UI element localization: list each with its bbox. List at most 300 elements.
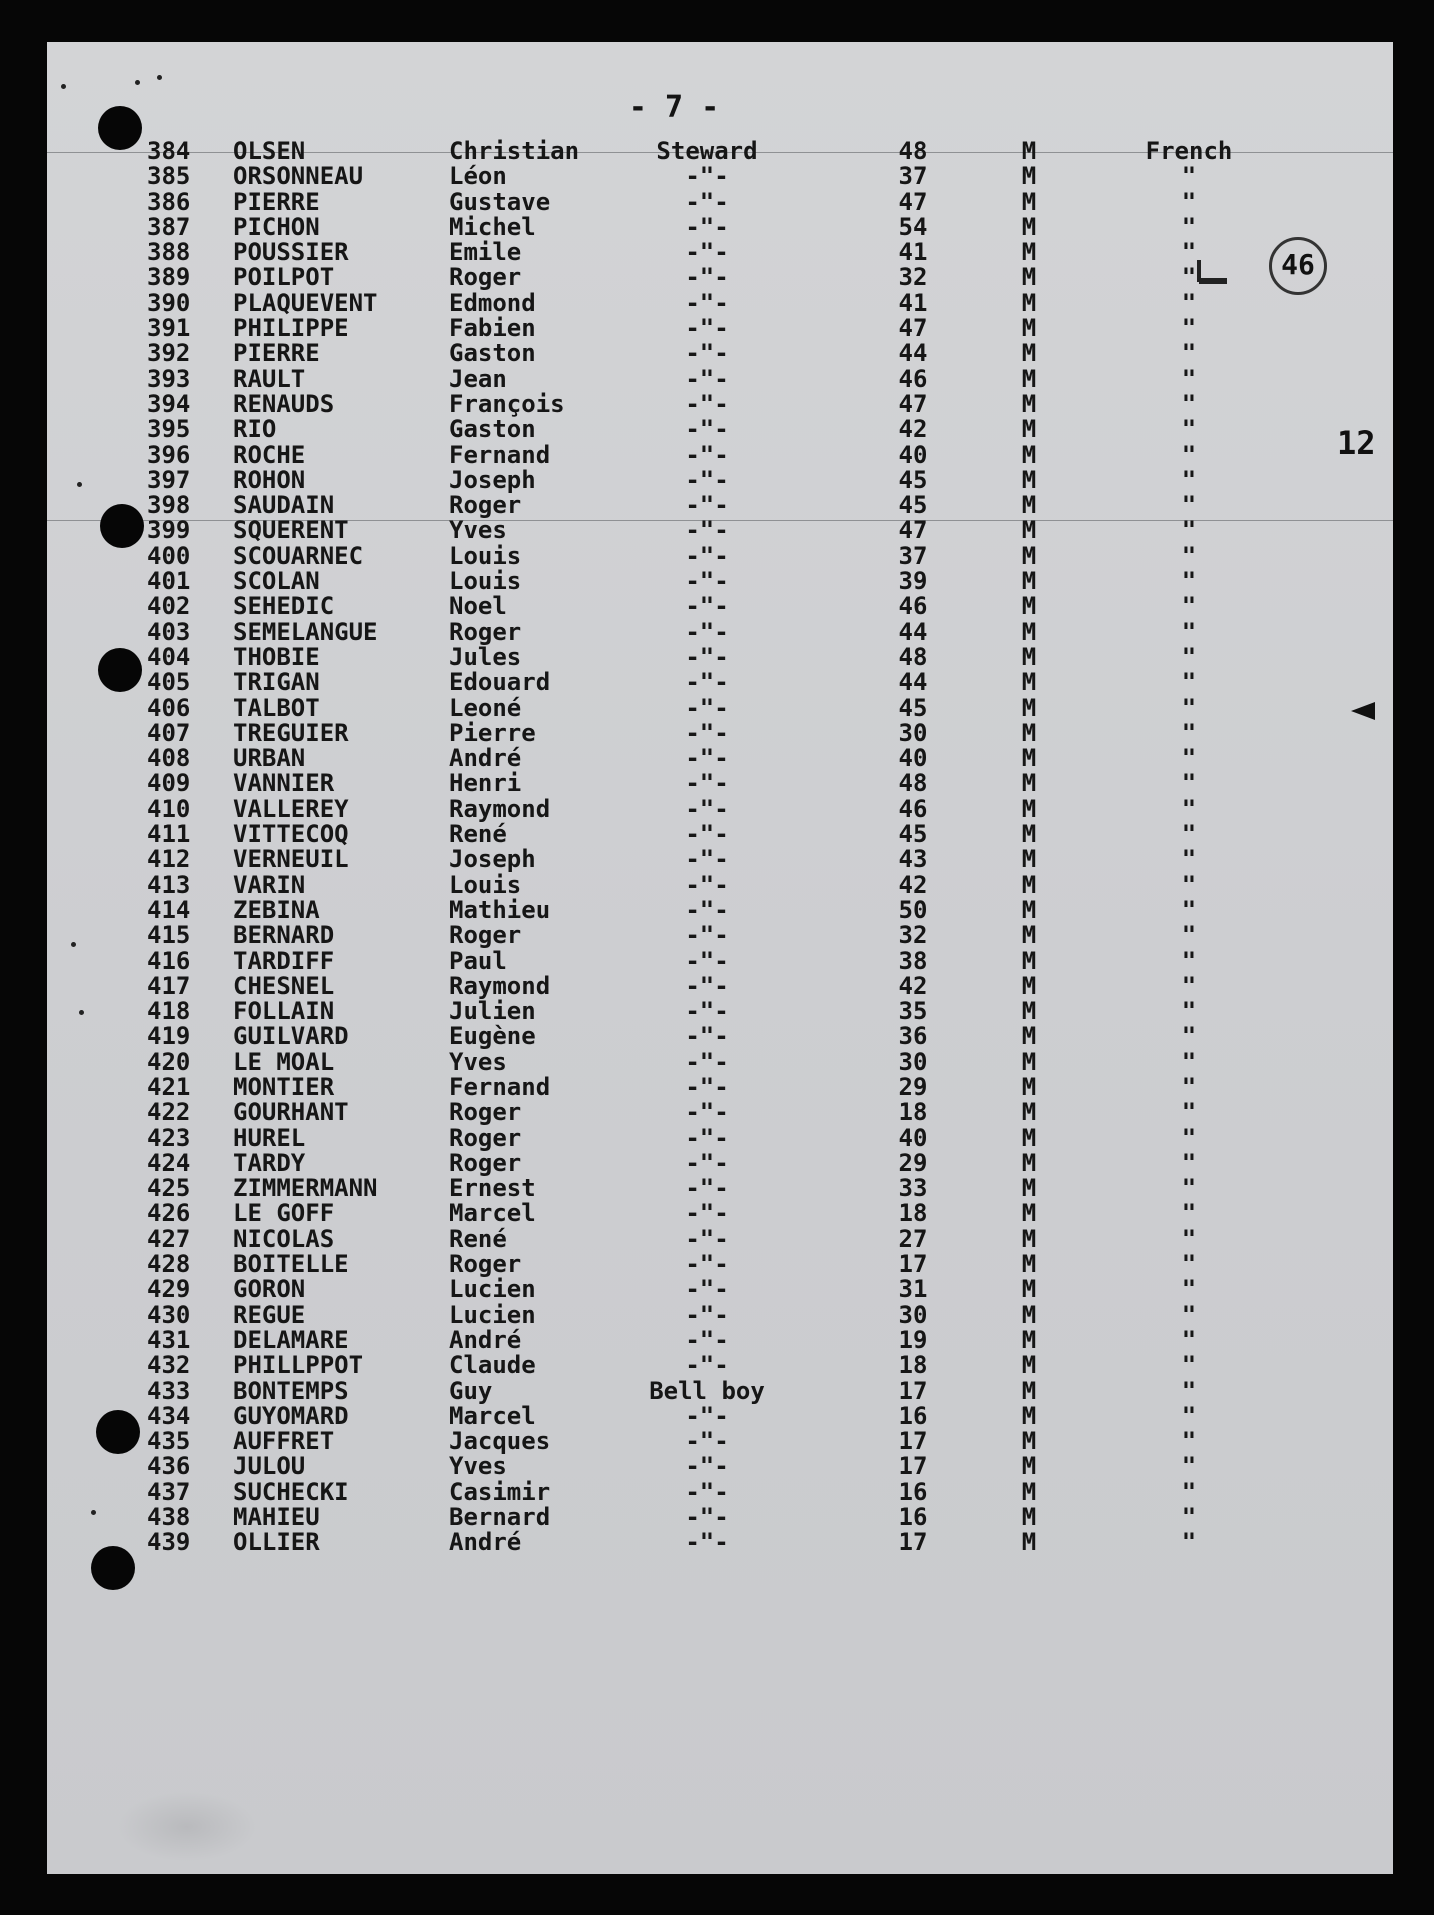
occupation: -"- bbox=[685, 187, 729, 216]
age: 37 bbox=[898, 162, 928, 191]
sex: M bbox=[1021, 1401, 1037, 1430]
first-name: Casimir bbox=[449, 1477, 551, 1506]
nationality: " bbox=[1181, 870, 1197, 899]
occupation: -"- bbox=[685, 1224, 729, 1253]
sex: M bbox=[1021, 415, 1037, 444]
first-name: Leoné bbox=[449, 693, 522, 722]
sex: M bbox=[1021, 1072, 1037, 1101]
first-name: Eugène bbox=[449, 1022, 536, 1051]
occupation: -"- bbox=[685, 1325, 729, 1354]
surname: DELAMARE bbox=[233, 1325, 349, 1354]
row-number: 423 bbox=[147, 1123, 191, 1152]
row-number: 436 bbox=[147, 1452, 191, 1481]
age: 31 bbox=[898, 1275, 928, 1304]
list-row bbox=[47, 417, 1393, 442]
sex: M bbox=[1021, 997, 1037, 1026]
list-row bbox=[47, 1376, 1393, 1405]
sex: M bbox=[1021, 263, 1037, 292]
sex: M bbox=[1021, 1503, 1037, 1532]
margin-arrow-mark bbox=[1351, 702, 1375, 720]
row-number: 414 bbox=[147, 895, 191, 924]
list-row bbox=[47, 847, 1393, 872]
age: 45 bbox=[898, 820, 928, 849]
surname: MAHIEU bbox=[233, 1503, 320, 1532]
first-name: Michel bbox=[449, 212, 536, 241]
first-name: François bbox=[449, 389, 565, 418]
nationality: " bbox=[1181, 1477, 1197, 1506]
age: 40 bbox=[898, 1123, 928, 1152]
occupation: -"- bbox=[685, 440, 729, 469]
surname: JULOU bbox=[233, 1452, 306, 1481]
first-name: Roger bbox=[449, 1148, 522, 1177]
page-number: - 7 - bbox=[628, 90, 720, 125]
list-row bbox=[47, 212, 1393, 241]
age: 19 bbox=[898, 1325, 928, 1354]
sex: M bbox=[1021, 162, 1037, 191]
surname: POUSSIER bbox=[233, 238, 349, 267]
sex: M bbox=[1021, 1325, 1037, 1354]
age: 16 bbox=[898, 1503, 928, 1532]
nationality: " bbox=[1181, 617, 1197, 646]
first-name: Joseph bbox=[449, 845, 536, 874]
nationality: " bbox=[1181, 642, 1197, 671]
first-name: Marcel bbox=[449, 1401, 536, 1430]
list-row bbox=[47, 1123, 1393, 1152]
sex: M bbox=[1021, 1427, 1037, 1456]
sex: M bbox=[1021, 794, 1037, 823]
occupation: -"- bbox=[685, 541, 729, 570]
surname: LE GOFF bbox=[233, 1199, 335, 1228]
list-row bbox=[47, 670, 1393, 695]
list-row bbox=[47, 1047, 1393, 1076]
nationality: " bbox=[1181, 440, 1197, 469]
age: 42 bbox=[898, 415, 928, 444]
row-number: 384 bbox=[147, 137, 191, 165]
sex: M bbox=[1021, 946, 1037, 975]
surname: BONTEMPS bbox=[233, 1376, 349, 1405]
occupation: -"- bbox=[685, 516, 729, 545]
first-name: Yves bbox=[449, 516, 507, 545]
occupation: -"- bbox=[685, 1148, 729, 1177]
list-row bbox=[47, 1454, 1393, 1479]
pencil-mark bbox=[1199, 278, 1227, 284]
occupation: -"- bbox=[685, 162, 729, 191]
surname: REGUE bbox=[233, 1300, 306, 1329]
occupation: -"- bbox=[685, 1174, 729, 1203]
surname: ROCHE bbox=[233, 440, 306, 469]
document-page bbox=[47, 42, 1393, 1874]
age: 46 bbox=[898, 364, 928, 393]
surname: CHESNEL bbox=[233, 971, 335, 1000]
list-row bbox=[47, 1505, 1393, 1530]
list-row bbox=[47, 265, 1393, 290]
sex: M bbox=[1021, 1022, 1037, 1051]
list-row bbox=[47, 1024, 1393, 1049]
occupation: -"- bbox=[685, 238, 729, 267]
first-name: Roger bbox=[449, 1250, 522, 1279]
first-name: André bbox=[449, 1528, 522, 1557]
age: 36 bbox=[898, 1022, 928, 1051]
nationality: " bbox=[1181, 668, 1197, 697]
row-number: 420 bbox=[147, 1047, 191, 1076]
row-number: 425 bbox=[147, 1174, 191, 1203]
nationality: " bbox=[1181, 1098, 1197, 1127]
nationality: " bbox=[1181, 1123, 1197, 1152]
row-number: 405 bbox=[147, 668, 191, 697]
sex: M bbox=[1021, 1452, 1037, 1481]
surname: LE MOAL bbox=[233, 1047, 335, 1076]
sex: M bbox=[1021, 668, 1037, 697]
list-row bbox=[47, 1072, 1393, 1101]
surname: PIERRE bbox=[233, 339, 320, 368]
surname: SQUERENT bbox=[233, 516, 349, 545]
surname: GORON bbox=[233, 1275, 306, 1304]
list-row bbox=[47, 240, 1393, 265]
first-name: Lucien bbox=[449, 1275, 536, 1304]
ink-speck bbox=[61, 84, 66, 89]
first-name: Pierre bbox=[449, 718, 536, 747]
first-name: Roger bbox=[449, 263, 522, 292]
occupation: -"- bbox=[685, 339, 729, 368]
first-name: Roger bbox=[449, 491, 522, 520]
age: 48 bbox=[898, 769, 928, 798]
nationality: French bbox=[1145, 137, 1233, 165]
sex: M bbox=[1021, 1148, 1037, 1177]
first-name: René bbox=[449, 1224, 507, 1253]
nationality: " bbox=[1181, 1072, 1197, 1101]
first-name: Claude bbox=[449, 1351, 536, 1380]
list-row bbox=[47, 794, 1393, 823]
list-row bbox=[47, 1224, 1393, 1253]
occupation: -"- bbox=[685, 971, 729, 1000]
sex: M bbox=[1021, 1174, 1037, 1203]
first-name: Ernest bbox=[449, 1174, 536, 1203]
nationality: " bbox=[1181, 769, 1197, 798]
age: 45 bbox=[898, 491, 928, 520]
occupation: -"- bbox=[685, 617, 729, 646]
surname: VALLEREY bbox=[233, 794, 349, 823]
first-name: Raymond bbox=[449, 971, 551, 1000]
list-row bbox=[47, 1530, 1393, 1555]
list-row bbox=[47, 139, 1393, 164]
row-number: 404 bbox=[147, 642, 191, 671]
list-row bbox=[47, 518, 1393, 543]
row-number: 400 bbox=[147, 541, 191, 570]
row-number: 421 bbox=[147, 1072, 191, 1101]
list-row bbox=[47, 1277, 1393, 1302]
stamp-number: 46 bbox=[1281, 248, 1315, 281]
sex: M bbox=[1021, 212, 1037, 241]
sex: M bbox=[1021, 1250, 1037, 1279]
nationality: " bbox=[1181, 541, 1197, 570]
first-name: Jean bbox=[449, 364, 507, 393]
sex: M bbox=[1021, 364, 1037, 393]
surname: SAUDAIN bbox=[233, 491, 335, 520]
sex: M bbox=[1021, 541, 1037, 570]
age: 32 bbox=[898, 921, 928, 950]
row-number: 385 bbox=[147, 162, 191, 191]
nationality: " bbox=[1181, 1376, 1197, 1405]
sex: M bbox=[1021, 820, 1037, 849]
surname: SCOUARNEC bbox=[233, 541, 364, 570]
occupation: -"- bbox=[685, 895, 729, 924]
first-name: René bbox=[449, 820, 507, 849]
list-row bbox=[47, 1477, 1393, 1506]
nationality: " bbox=[1181, 238, 1197, 267]
sex: M bbox=[1021, 921, 1037, 950]
age: 17 bbox=[898, 1452, 928, 1481]
nationality: " bbox=[1181, 389, 1197, 418]
nationality: " bbox=[1181, 1199, 1197, 1228]
row-number: 430 bbox=[147, 1300, 191, 1329]
sex: M bbox=[1021, 769, 1037, 798]
age: 48 bbox=[898, 137, 928, 165]
row-number: 432 bbox=[147, 1351, 191, 1380]
age: 39 bbox=[898, 567, 928, 596]
first-name: Edmond bbox=[449, 288, 536, 317]
nationality: " bbox=[1181, 567, 1197, 596]
age: 40 bbox=[898, 744, 928, 773]
surname: POILPOT bbox=[233, 263, 335, 292]
nationality: " bbox=[1181, 1325, 1197, 1354]
row-number: 438 bbox=[147, 1503, 191, 1532]
first-name: Gaston bbox=[449, 415, 536, 444]
occupation: -"- bbox=[685, 693, 729, 722]
age: 17 bbox=[898, 1528, 928, 1557]
nationality: " bbox=[1181, 1275, 1197, 1304]
sex: M bbox=[1021, 314, 1037, 343]
occupation: -"- bbox=[685, 1300, 729, 1329]
row-number: 390 bbox=[147, 288, 191, 317]
row-number: 388 bbox=[147, 238, 191, 267]
row-number: 408 bbox=[147, 744, 191, 773]
first-name: Guy bbox=[449, 1376, 493, 1405]
occupation: -"- bbox=[685, 1401, 729, 1430]
first-name: Paul bbox=[449, 946, 507, 975]
surname: HUREL bbox=[233, 1123, 306, 1152]
age: 17 bbox=[898, 1250, 928, 1279]
age: 50 bbox=[898, 895, 928, 924]
age: 41 bbox=[898, 288, 928, 317]
age: 30 bbox=[898, 1300, 928, 1329]
first-name: Joseph bbox=[449, 465, 536, 494]
row-number: 410 bbox=[147, 794, 191, 823]
sex: M bbox=[1021, 1376, 1037, 1405]
surname: PICHON bbox=[233, 212, 320, 241]
occupation: -"- bbox=[685, 845, 729, 874]
first-name: Roger bbox=[449, 1098, 522, 1127]
sex: M bbox=[1021, 617, 1037, 646]
first-name: Christian bbox=[449, 137, 580, 165]
age: 29 bbox=[898, 1072, 928, 1101]
first-name: Jacques bbox=[449, 1427, 551, 1456]
nationality: " bbox=[1181, 1174, 1197, 1203]
occupation: -"- bbox=[685, 1250, 729, 1279]
surname: SCOLAN bbox=[233, 567, 320, 596]
nationality: " bbox=[1181, 794, 1197, 823]
sex: M bbox=[1021, 1275, 1037, 1304]
surname: VERNEUIL bbox=[233, 845, 349, 874]
nationality: " bbox=[1181, 314, 1197, 343]
list-row bbox=[47, 971, 1393, 1000]
first-name: Marcel bbox=[449, 1199, 536, 1228]
occupation: -"- bbox=[685, 314, 729, 343]
age: 16 bbox=[898, 1477, 928, 1506]
age: 47 bbox=[898, 389, 928, 418]
page-stamp bbox=[1269, 237, 1327, 295]
list-row bbox=[47, 746, 1393, 771]
sex: M bbox=[1021, 592, 1037, 621]
occupation: -"- bbox=[685, 769, 729, 798]
age: 18 bbox=[898, 1351, 928, 1380]
row-number: 439 bbox=[147, 1528, 191, 1557]
nationality: " bbox=[1181, 1300, 1197, 1329]
row-number: 412 bbox=[147, 845, 191, 874]
first-name: Roger bbox=[449, 617, 522, 646]
surname: VITTECOQ bbox=[233, 820, 349, 849]
list-row bbox=[47, 1201, 1393, 1226]
age: 44 bbox=[898, 668, 928, 697]
surname: GOURHANT bbox=[233, 1098, 349, 1127]
surname: ORSONNEAU bbox=[233, 162, 364, 191]
nationality: " bbox=[1181, 693, 1197, 722]
sex: M bbox=[1021, 1123, 1037, 1152]
age: 48 bbox=[898, 642, 928, 671]
occupation: -"- bbox=[685, 1072, 729, 1101]
surname: TREGUIER bbox=[233, 718, 349, 747]
surname: PHILLPPOT bbox=[233, 1351, 364, 1380]
occupation: -"- bbox=[685, 921, 729, 950]
surname: TARDIFF bbox=[233, 946, 335, 975]
sex: M bbox=[1021, 870, 1037, 899]
surname: RENAUDS bbox=[233, 389, 335, 418]
age: 45 bbox=[898, 693, 928, 722]
nationality: " bbox=[1181, 921, 1197, 950]
occupation: -"- bbox=[685, 1528, 729, 1557]
first-name: Gaston bbox=[449, 339, 536, 368]
row-number: 427 bbox=[147, 1224, 191, 1253]
row-number: 437 bbox=[147, 1477, 191, 1506]
occupation: -"- bbox=[685, 1047, 729, 1076]
row-number: 409 bbox=[147, 769, 191, 798]
surname: PLAQUEVENT bbox=[233, 288, 378, 317]
surname: BERNARD bbox=[233, 921, 335, 950]
list-row bbox=[47, 164, 1393, 189]
list-row bbox=[47, 569, 1393, 594]
row-number: 387 bbox=[147, 212, 191, 241]
ink-smudge bbox=[117, 1792, 257, 1862]
age: 40 bbox=[898, 440, 928, 469]
occupation: -"- bbox=[685, 1503, 729, 1532]
sex: M bbox=[1021, 516, 1037, 545]
surname: ROHON bbox=[233, 465, 306, 494]
sex: M bbox=[1021, 339, 1037, 368]
occupation: -"- bbox=[685, 718, 729, 747]
list-row bbox=[47, 389, 1393, 418]
list-row bbox=[47, 693, 1393, 722]
surname: TRIGAN bbox=[233, 668, 320, 697]
occupation: -"- bbox=[685, 389, 729, 418]
surname: TARDY bbox=[233, 1148, 306, 1177]
row-number: 419 bbox=[147, 1022, 191, 1051]
nationality: " bbox=[1181, 1452, 1197, 1481]
nationality: " bbox=[1181, 1224, 1197, 1253]
nationality: " bbox=[1181, 971, 1197, 1000]
surname: SEHEDIC bbox=[233, 592, 335, 621]
nationality: " bbox=[1181, 1503, 1197, 1532]
list-row bbox=[47, 541, 1393, 570]
surname: GUYOMARD bbox=[233, 1401, 349, 1430]
age: 35 bbox=[898, 997, 928, 1026]
list-row bbox=[47, 999, 1393, 1024]
occupation: -"- bbox=[685, 1351, 729, 1380]
row-number: 406 bbox=[147, 693, 191, 722]
first-name: Roger bbox=[449, 921, 522, 950]
list-row bbox=[47, 1176, 1393, 1201]
row-number: 413 bbox=[147, 870, 191, 899]
occupation: -"- bbox=[685, 1123, 729, 1152]
list-row bbox=[47, 923, 1393, 948]
occupation: -"- bbox=[685, 668, 729, 697]
list-row bbox=[47, 1401, 1393, 1430]
row-number: 402 bbox=[147, 592, 191, 621]
list-row bbox=[47, 187, 1393, 216]
row-number: 428 bbox=[147, 1250, 191, 1279]
age: 33 bbox=[898, 1174, 928, 1203]
occupation: -"- bbox=[685, 415, 729, 444]
first-name: Edouard bbox=[449, 668, 551, 697]
surname: MONTIER bbox=[233, 1072, 335, 1101]
age: 27 bbox=[898, 1224, 928, 1253]
sex: M bbox=[1021, 465, 1037, 494]
occupation: -"- bbox=[685, 212, 729, 241]
first-name: Fabien bbox=[449, 314, 536, 343]
list-row bbox=[47, 364, 1393, 393]
row-number: 411 bbox=[147, 820, 191, 849]
sex: M bbox=[1021, 567, 1037, 596]
nationality: " bbox=[1181, 946, 1197, 975]
surname: VARIN bbox=[233, 870, 306, 899]
nationality: " bbox=[1181, 364, 1197, 393]
age: 18 bbox=[898, 1098, 928, 1127]
list-row bbox=[47, 946, 1393, 975]
occupation: -"- bbox=[685, 1477, 729, 1506]
row-number: 424 bbox=[147, 1148, 191, 1177]
list-row bbox=[47, 288, 1393, 317]
pencil-mark bbox=[1197, 260, 1201, 282]
occupation: -"- bbox=[685, 820, 729, 849]
occupation: -"- bbox=[685, 642, 729, 671]
surname: ZEBINA bbox=[233, 895, 320, 924]
first-name: Fernand bbox=[449, 440, 551, 469]
list-row bbox=[47, 1148, 1393, 1177]
row-number: 431 bbox=[147, 1325, 191, 1354]
row-number: 401 bbox=[147, 567, 191, 596]
row-number: 422 bbox=[147, 1098, 191, 1127]
sex: M bbox=[1021, 1199, 1037, 1228]
first-name: Mathieu bbox=[449, 895, 551, 924]
sex: M bbox=[1021, 1477, 1037, 1506]
first-name: Yves bbox=[449, 1047, 507, 1076]
age: 17 bbox=[898, 1427, 928, 1456]
occupation: -"- bbox=[685, 1275, 729, 1304]
nationality: " bbox=[1181, 162, 1197, 191]
list-row bbox=[47, 771, 1393, 796]
sex: M bbox=[1021, 440, 1037, 469]
age: 44 bbox=[898, 617, 928, 646]
sex: M bbox=[1021, 1300, 1037, 1329]
surname: GUILVARD bbox=[233, 1022, 349, 1051]
